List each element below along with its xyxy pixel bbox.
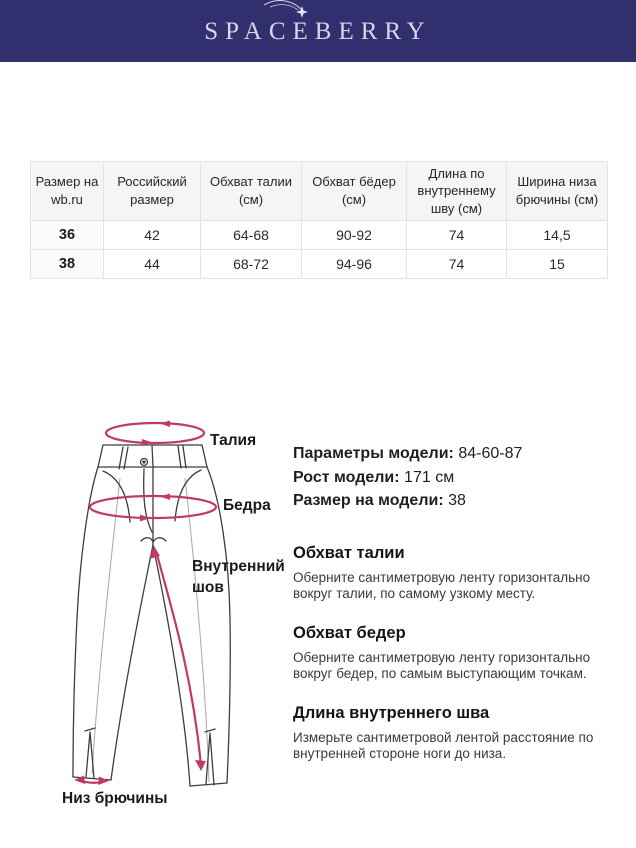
model-size-label: Размер на модели: [293,492,444,509]
model-parameters-label: Параметры модели: [293,445,454,462]
leg-bottom-label: Низ брючины [62,790,168,807]
cell-ru-size: 44 [104,250,201,279]
cell-inseam: 74 [407,221,507,250]
info-column [293,442,617,784]
column-header-waist: Обхват талии (см) [201,162,302,221]
trousers-drawing-icon [40,418,300,818]
cell-waist: 64-68 [201,221,302,250]
table-row [31,221,608,250]
cell-wb-size: 38 [31,250,104,279]
guide-waist-text: Оберните сантиметровую ленту горизонтально вокруг талии, по самому узкому месту. [293,569,591,601]
cell-inseam: 74 [407,250,507,279]
cell-wb-size: 36 [31,221,104,250]
table-row [31,250,608,279]
cell-waist: 68-72 [201,250,302,279]
waist-label: Талия [210,432,257,449]
model-parameters-value: 84-60-87 [458,445,523,462]
model-size-line [293,489,617,513]
cell-ru-size: 42 [104,221,201,250]
measuring-guide [293,544,617,763]
size-table [30,161,608,279]
guide-section-waist [293,544,617,603]
guide-section-hips [293,624,617,683]
model-height-value: 171 см [404,468,455,486]
brand-logo-text: SPACEBERRY [204,17,432,45]
guide-inseam-text: Измерьте сантиметровой лентой расстояние по внутренней стороне ноги до низа. [293,729,594,761]
model-parameters-line [293,442,617,466]
hips-label: Бедра [223,497,271,514]
column-header-ru-size: Российский размер [104,162,201,221]
model-height-label: Рост модели: [293,468,400,486]
guide-section-inseam [293,704,617,763]
size-table-header-row [31,162,608,221]
column-header-hips: Обхват бёдер (см) [302,162,407,221]
cell-hips: 90-92 [302,221,407,250]
column-header-wb-size: Размер на wb.ru [31,162,104,221]
guide-hips-title: Обхват бедер [293,623,406,642]
cell-leg-width: 14,5 [507,221,608,250]
guide-inseam-title: Длина внутреннего шва [293,703,490,722]
brand-logo [204,19,431,44]
brand-banner [0,0,636,62]
cell-leg-width: 15 [507,250,608,279]
column-header-leg-width: Ширина низа брючины (см) [507,162,608,221]
cell-hips: 94-96 [302,250,407,279]
guide-hips-text: Оберните сантиметровую ленту горизонтально вокруг бедер, по самым выступающим точкам. [293,649,591,681]
model-height-line [293,466,617,490]
model-size-value: 38 [448,492,466,509]
guide-waist-title: Обхват талии [293,543,405,562]
trousers-diagram [40,418,300,818]
shooting-star-icon [260,0,316,23]
inner-seam-label: Внутренний шов [192,558,285,596]
column-header-inseam: Длина по внутреннему шву (см) [407,162,507,221]
